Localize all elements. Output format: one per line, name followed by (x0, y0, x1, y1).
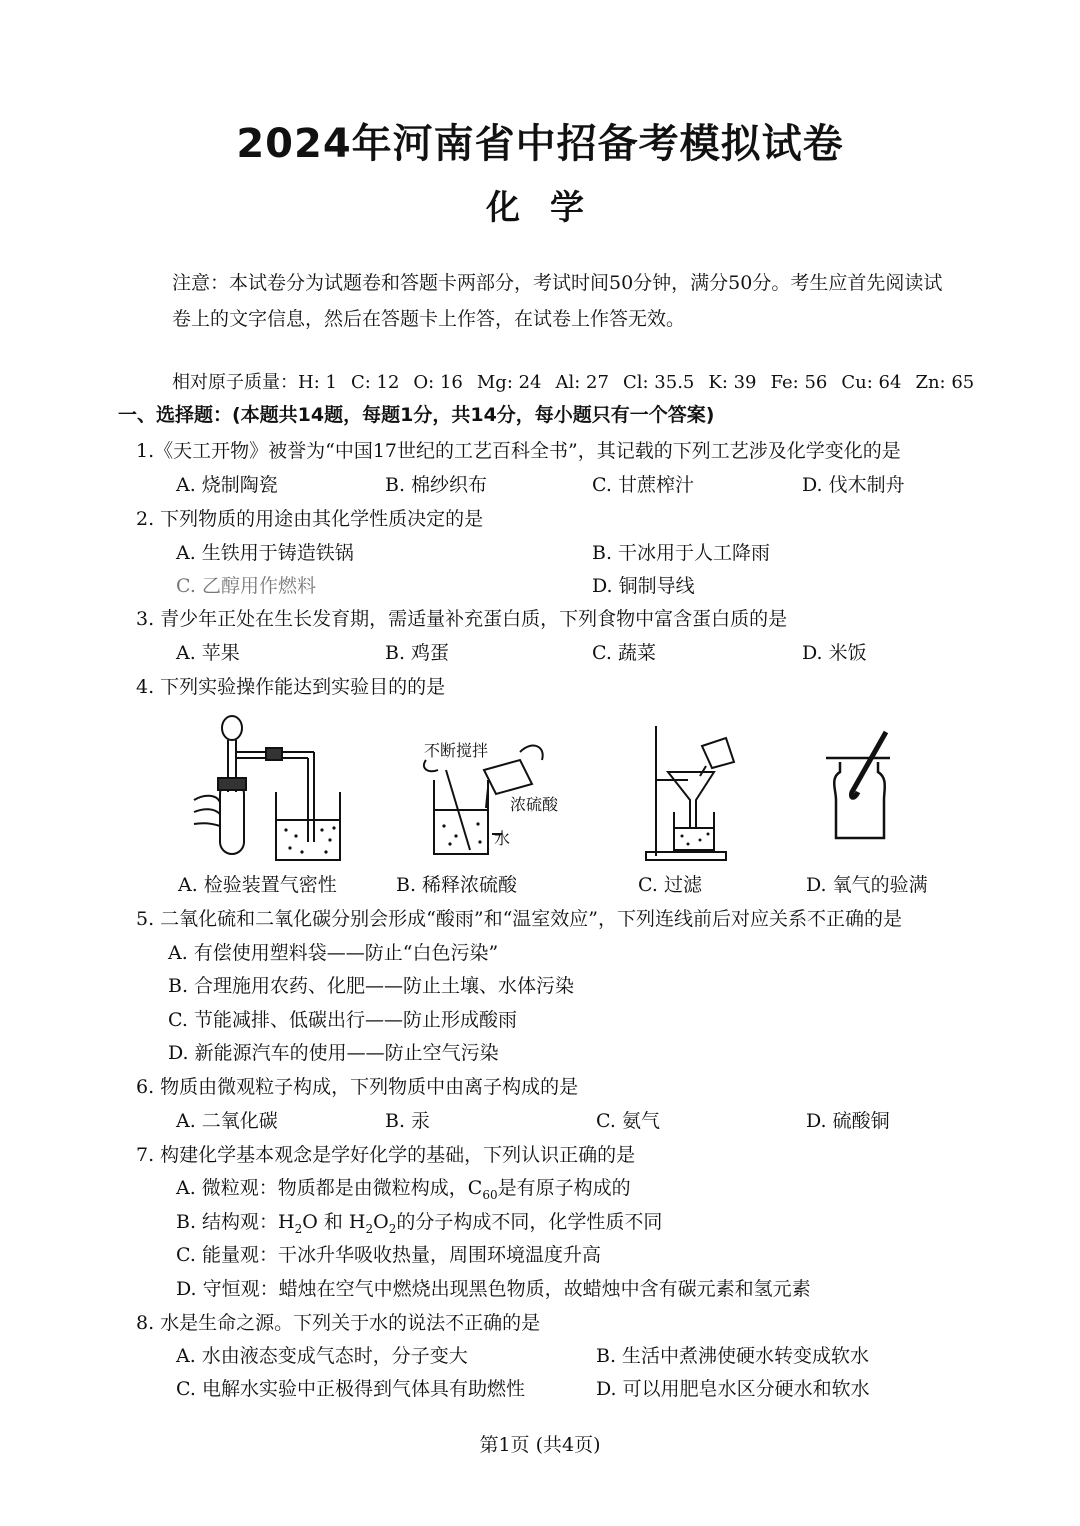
mass-item: Zn: 65 (915, 372, 975, 393)
question-4-option-b: B. 稀释浓硫酸 (396, 874, 518, 896)
mass-item: O: 16 (413, 372, 463, 393)
question-5-option-a: A. 有偿使用塑料袋——防止“白色污染” (168, 942, 499, 964)
question-5-option-c: C. 节能减排、低碳出行——防止形成酸雨 (168, 1009, 517, 1031)
mass-item: Fe: 56 (770, 372, 828, 393)
q7b-text-mid-1: O 和 H (302, 1211, 366, 1233)
question-7-option-d: D. 守恒观：蜡烛在空气中燃烧出现黑色物质，故蜡烛中含有碳元素和氢元素 (176, 1278, 811, 1300)
question-4-stem: 4. 下列实验操作能达到实验目的的是 (136, 676, 446, 698)
exam-title: 2024年河南省中招备考模拟试卷 (236, 121, 844, 167)
question-5-option-d: D. 新能源汽车的使用——防止空气污染 (168, 1042, 499, 1064)
question-1-stem: 1.《天工开物》被誉为“中国17世纪的工艺百科全书”，其记载的下列工艺涉及化学变化的是 (136, 440, 901, 462)
question-6-option-d: D. 硫酸铜 (806, 1110, 890, 1132)
q7b-sub-2: 2 (365, 1221, 374, 1236)
mass-item: C: 12 (350, 372, 400, 393)
question-3-option-d: D. 米饭 (802, 642, 867, 664)
question-4-option-d: D. 氧气的验满 (806, 874, 928, 896)
question-6-option-a: A. 二氧化碳 (176, 1110, 278, 1132)
notice-line-1: 注意：本试卷分为试题卷和答题卡两部分，考试时间50分钟，满分50分。考生应首先阅读试 (172, 272, 943, 294)
q7b-text-post: 的分子构成不同，化学性质不同 (396, 1211, 663, 1233)
question-7-option-c: C. 能量观：干冰升华吸收热量，周围环境温度升高 (176, 1244, 601, 1266)
page-number: 第1页 (共4页) (479, 1434, 601, 1456)
question-7-stem: 7. 构建化学基本观念是学好化学的基础，下列认识正确的是 (136, 1144, 636, 1166)
figure-dilute-sulfuric-acid (420, 730, 560, 860)
question-5-option-b: B. 合理施用农药、化肥——防止土壤、水体污染 (168, 975, 575, 997)
section-heading: 一、选择题：(本题共14题，每题1分，共14分，每小题只有一个答案) (118, 404, 715, 426)
atomic-masses-label: 相对原子质量： (172, 372, 298, 393)
q7a-text-post: 是有原子构成的 (497, 1177, 631, 1199)
q7b-text-pre: B. 结构观：H (176, 1211, 295, 1233)
question-6-stem: 6. 物质由微观粒子构成，下列物质中由离子构成的是 (136, 1076, 579, 1098)
question-8-stem: 8. 水是生命之源。下列关于水的说法不正确的是 (136, 1312, 541, 1334)
question-1-option-a: A. 烧制陶瓷 (176, 474, 278, 496)
mass-item: Cu: 64 (841, 372, 902, 393)
q7b-sub-3: 2 (388, 1221, 397, 1236)
question-7-option-a (176, 1173, 631, 1202)
question-4-option-c: C. 过滤 (638, 874, 702, 896)
question-3-stem: 3. 青少年正处在生长发育期，需适量补充蛋白质，下列食物中富含蛋白质的是 (136, 608, 788, 630)
question-2-option-a: A. 生铁用于铸造铁锅 (176, 542, 354, 564)
question-3-option-a: A. 苹果 (176, 642, 240, 664)
figure-b-label-stir: 不断搅拌 (424, 741, 489, 760)
question-2-option-c: C. 乙醇用作燃料 (176, 575, 316, 597)
question-2-option-b: B. 干冰用于人工降雨 (592, 542, 771, 564)
mass-item: K: 39 (708, 372, 757, 393)
mass-item: H: 1 (298, 372, 337, 393)
question-4-option-a: A. 检验装置气密性 (178, 874, 337, 896)
question-1-option-d: D. 伐木制舟 (802, 474, 905, 496)
q7b-text-mid-2: O (373, 1211, 389, 1233)
q7b-sub-1: 2 (294, 1221, 303, 1236)
atomic-masses (172, 368, 988, 394)
figure-filtration (640, 716, 740, 876)
mass-item: Al: 27 (555, 372, 609, 393)
question-8-option-a: A. 水由液态变成气态时，分子变大 (176, 1345, 468, 1367)
question-2-stem: 2. 下列物质的用途由其化学性质决定的是 (136, 508, 484, 530)
question-8-option-b: B. 生活中煮沸使硬水转变成软水 (596, 1345, 870, 1367)
q7a-subscript: 60 (482, 1187, 498, 1202)
mass-item: Mg: 24 (476, 372, 542, 393)
question-7-option-b (176, 1207, 662, 1236)
question-8-option-d: D. 可以用肥皂水区分硬水和软水 (596, 1378, 870, 1400)
question-3-option-c: C. 蔬菜 (592, 642, 656, 664)
question-3-option-b: B. 鸡蛋 (385, 642, 450, 664)
subject-title: 化学 (486, 188, 614, 228)
question-6-option-c: C. 氨气 (596, 1110, 660, 1132)
question-8-option-c: C. 电解水实验中正极得到气体具有助燃性 (176, 1378, 525, 1400)
question-2-option-d: D. 铜制导线 (592, 575, 695, 597)
question-5-stem: 5. 二氧化硫和二氧化碳分别会形成“酸雨”和“温室效应”，下列连线前后对应关系不正确的是 (136, 908, 903, 930)
notice-line-2: 卷上的文字信息，然后在答题卡上作答，在试卷上作答无效。 (172, 308, 686, 330)
figure-b-label-acid: 浓硫酸 (510, 795, 559, 814)
figure-b-label-water: 水 (494, 829, 511, 848)
q7a-text-pre: A. 微粒观：物质都是由微粒构成，C (176, 1177, 483, 1199)
question-6-option-b: B. 汞 (385, 1110, 431, 1132)
mass-item: Cl: 35.5 (622, 372, 695, 393)
question-1-option-b: B. 棉纱织布 (385, 474, 488, 496)
question-1-option-c: C. 甘蔗榨汁 (592, 474, 694, 496)
figure-oxygen-check (820, 730, 910, 850)
figure-airtightness-check (190, 712, 350, 872)
